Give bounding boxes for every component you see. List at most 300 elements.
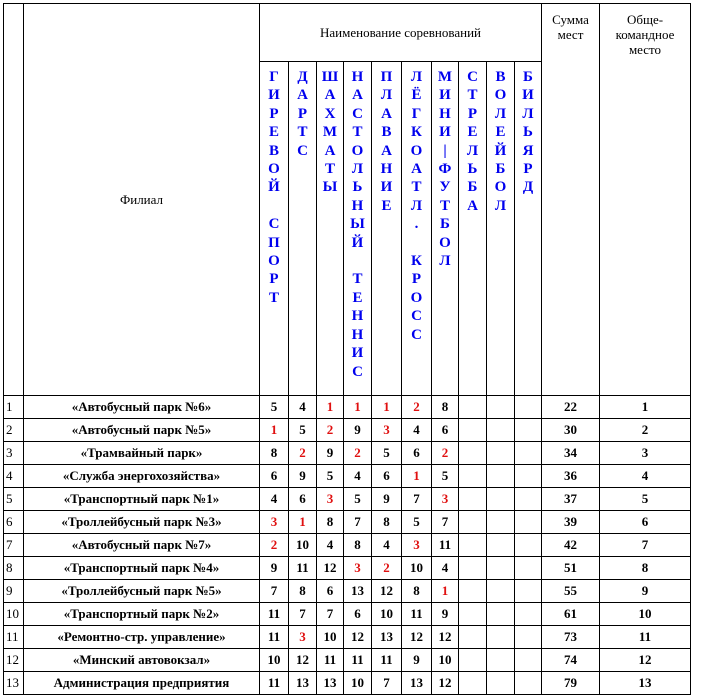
- table-row: [4, 580, 691, 603]
- branch-name: «Служба энергохозяйства»: [24, 465, 260, 488]
- score-cell: [487, 672, 515, 695]
- score-cell: 11: [289, 557, 317, 580]
- score-cell: [487, 442, 515, 465]
- place-cell: 1: [600, 396, 691, 419]
- sport-letter: Л: [522, 105, 534, 122]
- score-cell: 4: [432, 557, 459, 580]
- sport-letter: Н: [380, 161, 393, 178]
- sport-letter: О: [410, 142, 423, 159]
- sport-letter: Т: [439, 197, 450, 214]
- sport-letter: А: [381, 105, 392, 122]
- sport-letter: О: [268, 253, 280, 270]
- team-place-header: [600, 4, 691, 396]
- sum-cell: 51: [542, 557, 600, 580]
- score-cell: 13: [402, 672, 432, 695]
- sport-letter: В: [495, 69, 506, 85]
- score-cell: 9: [432, 603, 459, 626]
- score-cell: 1: [289, 511, 317, 534]
- row-number: 8: [4, 557, 24, 580]
- branch-name: «Трамвайный парк»: [24, 442, 260, 465]
- sport-letter: Й: [268, 179, 280, 196]
- sport-letter: Ы: [350, 216, 365, 233]
- score-cell: 2: [317, 419, 344, 442]
- score-cell: 8: [317, 511, 344, 534]
- score-cell: 5: [289, 419, 317, 442]
- row-number: 7: [4, 534, 24, 557]
- score-cell: 12: [432, 672, 459, 695]
- score-cell: 11: [260, 672, 289, 695]
- sport-letter: А: [297, 87, 308, 104]
- row-number: 5: [4, 488, 24, 511]
- sport-letter: [402, 234, 431, 252]
- row-number: 10: [4, 603, 24, 626]
- sport-letter: Т: [352, 124, 363, 141]
- sport-letter: А: [324, 87, 336, 104]
- sport-letter: М: [437, 69, 453, 85]
- place-cell: 5: [600, 488, 691, 511]
- sum-cell: 79: [542, 672, 600, 695]
- row-number: 9: [4, 580, 24, 603]
- table-row: [4, 626, 691, 649]
- score-cell: 2: [260, 534, 289, 557]
- score-cell: [487, 534, 515, 557]
- score-cell: 1: [432, 580, 459, 603]
- score-cell: 9: [260, 557, 289, 580]
- score-cell: [487, 626, 515, 649]
- score-cell: 11: [260, 626, 289, 649]
- score-cell: 7: [402, 488, 432, 511]
- score-cell: [515, 672, 542, 695]
- branch-name: «Троллейбусный парк №3»: [24, 511, 260, 534]
- score-cell: 1: [402, 465, 432, 488]
- sport-letter: Е: [495, 124, 506, 141]
- sport-letter: И: [351, 345, 364, 362]
- score-cell: [459, 488, 487, 511]
- sum-cell: 22: [542, 396, 600, 419]
- branch-header: Филиал: [24, 4, 260, 396]
- score-cell: 8: [344, 534, 372, 557]
- score-cell: 7: [317, 603, 344, 626]
- sum-cell: 55: [542, 580, 600, 603]
- score-cell: 10: [372, 603, 402, 626]
- score-cell: 10: [402, 557, 432, 580]
- score-cell: [487, 396, 515, 419]
- score-cell: [487, 557, 515, 580]
- sport-letter: Г: [411, 105, 422, 122]
- sport-letter: С: [411, 308, 422, 325]
- score-cell: [515, 396, 542, 419]
- sum-cell: 61: [542, 603, 600, 626]
- sport-letter: И: [268, 87, 280, 104]
- score-cell: 11: [432, 534, 459, 557]
- sport-letter: С: [352, 105, 363, 122]
- score-cell: [459, 580, 487, 603]
- score-cell: 10: [260, 649, 289, 672]
- branch-name: «Транспортный парк №2»: [24, 603, 260, 626]
- sport-letter: Р: [269, 271, 279, 288]
- place-cell: 3: [600, 442, 691, 465]
- score-cell: 9: [289, 465, 317, 488]
- score-cell: [515, 557, 542, 580]
- score-cell: 9: [344, 419, 372, 442]
- score-cell: 4: [317, 534, 344, 557]
- score-cell: [515, 649, 542, 672]
- sport-letter: Й: [351, 234, 364, 251]
- table-row: [4, 603, 691, 626]
- sport-letter: В: [268, 142, 279, 159]
- score-cell: 3: [289, 626, 317, 649]
- score-cell: 12: [317, 557, 344, 580]
- score-cell: [515, 465, 542, 488]
- score-cell: 6: [372, 465, 402, 488]
- sport-header-4: [344, 62, 372, 396]
- score-cell: 12: [432, 626, 459, 649]
- branch-name: Администрация предприятия: [24, 672, 260, 695]
- sport-letter: В: [381, 124, 392, 141]
- score-cell: [515, 603, 542, 626]
- sport-letter: О: [494, 179, 507, 196]
- table-row: [4, 511, 691, 534]
- sport-letter: Ь: [352, 179, 363, 196]
- row-number: 4: [4, 465, 24, 488]
- place-cell: 10: [600, 603, 691, 626]
- score-cell: 7: [372, 672, 402, 695]
- score-cell: 8: [289, 580, 317, 603]
- sport-letter: И: [439, 87, 451, 104]
- sport-header-9: [487, 62, 515, 396]
- row-number: 12: [4, 649, 24, 672]
- row-number: 13: [4, 672, 24, 695]
- sport-letter: Б: [523, 69, 533, 85]
- sport-letter: Б: [495, 161, 506, 178]
- score-cell: 3: [432, 488, 459, 511]
- score-cell: [459, 534, 487, 557]
- sport-letter: С: [268, 216, 280, 233]
- score-cell: 3: [317, 488, 344, 511]
- score-cell: 6: [317, 580, 344, 603]
- score-cell: 3: [344, 557, 372, 580]
- score-cell: [459, 649, 487, 672]
- sport-letter: Р: [411, 271, 422, 288]
- place-cell: 12: [600, 649, 691, 672]
- score-cell: 5: [344, 488, 372, 511]
- sum-cell: 42: [542, 534, 600, 557]
- table-row: [4, 442, 691, 465]
- sport-letter: М: [322, 124, 338, 141]
- sport-header-6: [402, 62, 432, 396]
- table-row: [4, 534, 691, 557]
- score-cell: 1: [317, 396, 344, 419]
- branch-name: «Ремонтно-стр. управление»: [24, 626, 260, 649]
- sport-letter: Д: [522, 179, 534, 196]
- score-cell: 12: [344, 626, 372, 649]
- score-cell: 7: [289, 603, 317, 626]
- competitions-header: Наименование соревнований: [260, 4, 542, 62]
- table-row: [4, 465, 691, 488]
- sport-letter: Л: [494, 105, 507, 122]
- score-cell: 10: [432, 649, 459, 672]
- score-cell: 6: [344, 603, 372, 626]
- score-cell: [459, 442, 487, 465]
- table-row: [4, 396, 691, 419]
- score-cell: 3: [402, 534, 432, 557]
- score-cell: 2: [372, 557, 402, 580]
- score-cell: 7: [344, 511, 372, 534]
- sport-letter: Ь: [523, 124, 533, 141]
- row-number: 11: [4, 626, 24, 649]
- sport-letter: П: [268, 234, 280, 251]
- sport-header-8: [459, 62, 487, 396]
- score-cell: [459, 465, 487, 488]
- sport-letter: Л: [494, 197, 507, 214]
- sport-letter: У: [439, 179, 451, 196]
- score-cell: [459, 603, 487, 626]
- score-cell: 5: [317, 465, 344, 488]
- score-cell: 2: [344, 442, 372, 465]
- sport-letter: Ь: [467, 161, 478, 178]
- score-cell: 5: [432, 465, 459, 488]
- row-number: 3: [4, 442, 24, 465]
- sport-letter: И: [522, 87, 534, 104]
- sport-letter: Е: [352, 289, 363, 306]
- sport-letter: Т: [324, 161, 335, 178]
- score-cell: 11: [317, 649, 344, 672]
- sport-letter: А: [467, 197, 478, 214]
- place-cell: 11: [600, 626, 691, 649]
- sport-letter: А: [411, 161, 422, 178]
- sport-letter: Т: [297, 124, 308, 141]
- sport-letter: |: [443, 142, 447, 159]
- score-cell: 4: [260, 488, 289, 511]
- sport-letter: Ф: [438, 161, 452, 178]
- sport-letter: Т: [268, 289, 279, 306]
- sport-letter: Р: [269, 105, 279, 122]
- sport-header-5: [372, 62, 402, 396]
- sport-letter: Е: [268, 124, 279, 141]
- sport-header-10: [515, 62, 542, 396]
- score-cell: 3: [372, 419, 402, 442]
- score-cell: [515, 511, 542, 534]
- score-cell: 11: [372, 649, 402, 672]
- sport-letter: Л: [380, 87, 393, 104]
- score-cell: [487, 465, 515, 488]
- sport-letter: Б: [440, 216, 450, 233]
- sport-letter: Л: [410, 69, 423, 85]
- sport-letter: Р: [523, 161, 533, 178]
- sport-letter: И: [380, 179, 393, 196]
- sport-letter: Л: [410, 197, 423, 214]
- sport-letter: Л: [466, 142, 479, 159]
- score-cell: 1: [260, 419, 289, 442]
- table-row: [4, 488, 691, 511]
- score-cell: [459, 626, 487, 649]
- sport-letter: А: [352, 87, 363, 104]
- row-number: 2: [4, 419, 24, 442]
- results-table: [3, 3, 691, 695]
- score-cell: [487, 649, 515, 672]
- sport-letter: О: [439, 234, 451, 251]
- score-cell: 6: [402, 442, 432, 465]
- score-cell: 2: [402, 396, 432, 419]
- sum-cell: 39: [542, 511, 600, 534]
- score-cell: 4: [344, 465, 372, 488]
- sport-letter: Г: [269, 69, 279, 85]
- sport-letter: Е: [467, 124, 478, 141]
- score-cell: 5: [372, 442, 402, 465]
- sport-letter: Н: [351, 308, 364, 325]
- score-cell: 10: [317, 626, 344, 649]
- score-cell: 3: [260, 511, 289, 534]
- table-row: [4, 557, 691, 580]
- sport-letter: О: [351, 142, 364, 159]
- sport-header-3: [317, 62, 344, 396]
- score-cell: [487, 419, 515, 442]
- score-cell: 6: [260, 465, 289, 488]
- team-place-header-label: Обще-командное место: [615, 12, 675, 57]
- score-cell: 8: [260, 442, 289, 465]
- score-cell: 1: [344, 396, 372, 419]
- score-cell: [459, 557, 487, 580]
- score-cell: [459, 511, 487, 534]
- sport-letter: О: [494, 87, 507, 104]
- sport-letter: Й: [494, 142, 507, 159]
- table-row: [4, 649, 691, 672]
- sport-letter: [344, 252, 371, 270]
- branch-name: «Автобусный парк №6»: [24, 396, 260, 419]
- sport-letter: Н: [351, 69, 364, 85]
- sport-letter: Л: [351, 161, 364, 178]
- sport-letter: Т: [467, 87, 478, 104]
- score-cell: 10: [289, 534, 317, 557]
- sum-cell: 36: [542, 465, 600, 488]
- score-cell: 8: [372, 511, 402, 534]
- score-cell: 11: [260, 603, 289, 626]
- sport-letter: Т: [411, 179, 422, 196]
- place-cell: 4: [600, 465, 691, 488]
- sport-letter: Я: [522, 142, 534, 159]
- sum-cell: 30: [542, 419, 600, 442]
- score-cell: 6: [289, 488, 317, 511]
- score-cell: 11: [344, 649, 372, 672]
- score-cell: [459, 672, 487, 695]
- row-number: 1: [4, 396, 24, 419]
- score-cell: 4: [289, 396, 317, 419]
- sport-letter: Р: [297, 105, 308, 122]
- place-cell: 13: [600, 672, 691, 695]
- score-cell: [515, 442, 542, 465]
- score-cell: 12: [289, 649, 317, 672]
- sport-header-2: [289, 62, 317, 396]
- sport-letter: И: [439, 124, 451, 141]
- place-cell: 7: [600, 534, 691, 557]
- sport-letter: С: [411, 326, 422, 343]
- score-cell: 13: [289, 672, 317, 695]
- branch-name: «Автобусный парк №7»: [24, 534, 260, 557]
- sport-letter: Х: [324, 105, 336, 122]
- score-cell: [459, 396, 487, 419]
- score-cell: 10: [344, 672, 372, 695]
- score-cell: [515, 488, 542, 511]
- sport-header-1: [260, 62, 289, 396]
- place-cell: 6: [600, 511, 691, 534]
- score-cell: [515, 534, 542, 557]
- score-cell: 6: [432, 419, 459, 442]
- score-cell: 5: [260, 396, 289, 419]
- sport-letter: Ё: [411, 87, 422, 104]
- sport-letter: Д: [297, 69, 308, 85]
- score-cell: 2: [432, 442, 459, 465]
- sport-letter: Е: [381, 197, 392, 214]
- place-cell: 9: [600, 580, 691, 603]
- branch-name: «Автобусный парк №5»: [24, 419, 260, 442]
- score-cell: 7: [432, 511, 459, 534]
- branch-name: «Минский автовокзал»: [24, 649, 260, 672]
- sport-letter: Б: [467, 179, 478, 196]
- score-cell: 8: [402, 580, 432, 603]
- score-cell: 13: [344, 580, 372, 603]
- sport-letter: С: [297, 142, 308, 159]
- sport-letter: [260, 197, 288, 215]
- sport-letter: .: [414, 216, 419, 233]
- sum-header: [542, 4, 600, 396]
- sport-letter: Н: [351, 326, 364, 343]
- sport-letter: П: [380, 69, 393, 85]
- score-cell: 1: [372, 396, 402, 419]
- sport-letter: К: [411, 124, 422, 141]
- sport-letter: Ш: [321, 69, 339, 85]
- sport-letter: Т: [352, 271, 363, 288]
- sum-cell: 37: [542, 488, 600, 511]
- table-row: [4, 672, 691, 695]
- score-cell: 11: [402, 603, 432, 626]
- sport-letter: О: [268, 161, 280, 178]
- score-cell: [515, 626, 542, 649]
- score-cell: [487, 603, 515, 626]
- score-cell: 8: [432, 396, 459, 419]
- score-cell: [515, 580, 542, 603]
- branch-name: «Транспортный парк №4»: [24, 557, 260, 580]
- sport-letter: С: [467, 69, 478, 85]
- score-cell: 4: [372, 534, 402, 557]
- sport-letter: Ы: [322, 179, 338, 196]
- score-cell: 9: [317, 442, 344, 465]
- sum-header-label: Сумма мест: [552, 12, 589, 42]
- sport-letter: А: [324, 142, 336, 159]
- sport-letter: О: [410, 289, 423, 306]
- sum-cell: 74: [542, 649, 600, 672]
- score-cell: 12: [402, 626, 432, 649]
- sport-letter: К: [411, 253, 422, 270]
- place-cell: 8: [600, 557, 691, 580]
- sport-letter: Л: [439, 253, 451, 270]
- score-cell: 12: [372, 580, 402, 603]
- place-cell: 2: [600, 419, 691, 442]
- score-cell: 9: [372, 488, 402, 511]
- table-row: [4, 419, 691, 442]
- sport-letter: А: [381, 142, 392, 159]
- score-cell: 13: [317, 672, 344, 695]
- score-cell: [487, 511, 515, 534]
- score-cell: 5: [402, 511, 432, 534]
- branch-name: «Транспортный парк №1»: [24, 488, 260, 511]
- sport-letter: Н: [439, 105, 451, 122]
- sum-cell: 34: [542, 442, 600, 465]
- score-cell: [515, 419, 542, 442]
- score-cell: 4: [402, 419, 432, 442]
- row-number: 6: [4, 511, 24, 534]
- score-cell: 7: [260, 580, 289, 603]
- score-cell: 2: [289, 442, 317, 465]
